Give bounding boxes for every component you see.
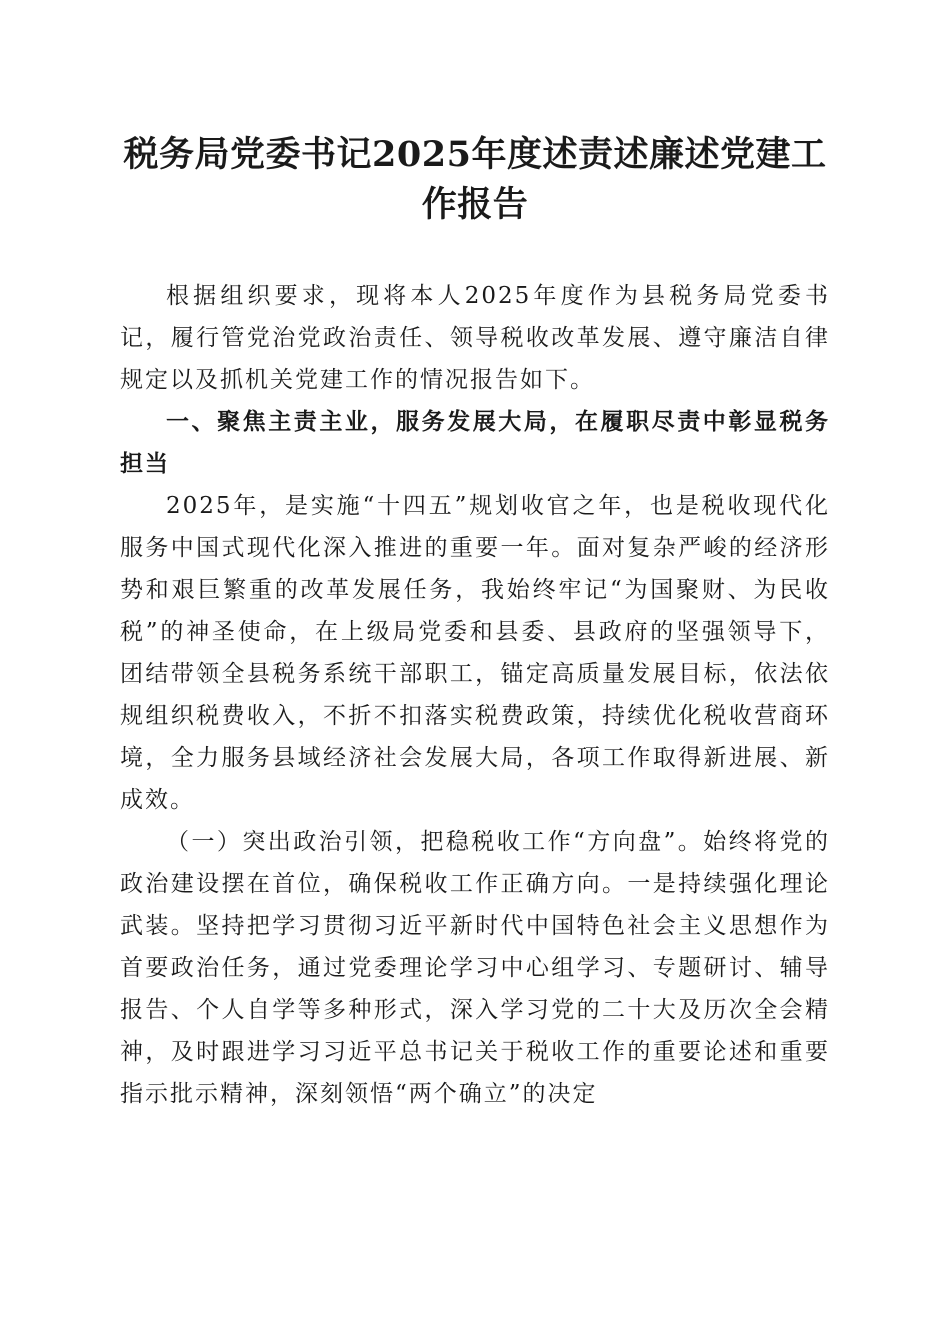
- document-body: [120, 275, 830, 1115]
- subsection-1-paragraph: （一）突出政治引领，把稳税收工作“方向盘”。始终将党的政治建设摆在首位，确保税收工作正确方向。一是持续强化理论武装。坚持把学习贯彻习近平新时代中国特色社会主义思想作为首要政治任务，通过党委理论学习中心组学习、专题研讨、辅导报告、个人自学等多种形式，深入学习党的二十大及历次全会精神，及时跟进学习习近平总书记关于税收工作的重要论述和重要指示批示精神，深刻领悟“两个确立”的决定: [120, 829, 830, 1107]
- title-line-1: 税务局党委书记2025年度述责述廉述党建工: [123, 134, 827, 175]
- intro-paragraph: 根据组织要求，现将本人2025年度作为县税务局党委书记，履行管党治党政治责任、领导税收改革发展、遵守廉洁自律规定以及抓机关党建工作的情况报告如下。: [120, 283, 830, 393]
- section-1-heading: 一、聚焦主责主业，服务发展大局，在履职尽责中彰显税务担当: [120, 409, 830, 477]
- title-line-2: 作报告: [421, 184, 529, 225]
- document-title: [100, 130, 850, 230]
- section-1-paragraph: 2025年，是实施“十四五”规划收官之年，也是税收现代化服务中国式现代化深入推进的重要一年。面对复杂严峻的经济形势和艰巨繁重的改革发展任务，我始终牢记“为国聚财、为民收税”的神圣使命，在上级局党委和县委、县政府的坚强领导下，团结带领全县税务系统干部职工，锚定高质量发展目标，依法依规组织税费收入，不折不扣落实税费政策，持续优化税收营商环境，全力服务县域经济社会发展大局，各项工作取得新进展、新成效。: [120, 493, 830, 813]
